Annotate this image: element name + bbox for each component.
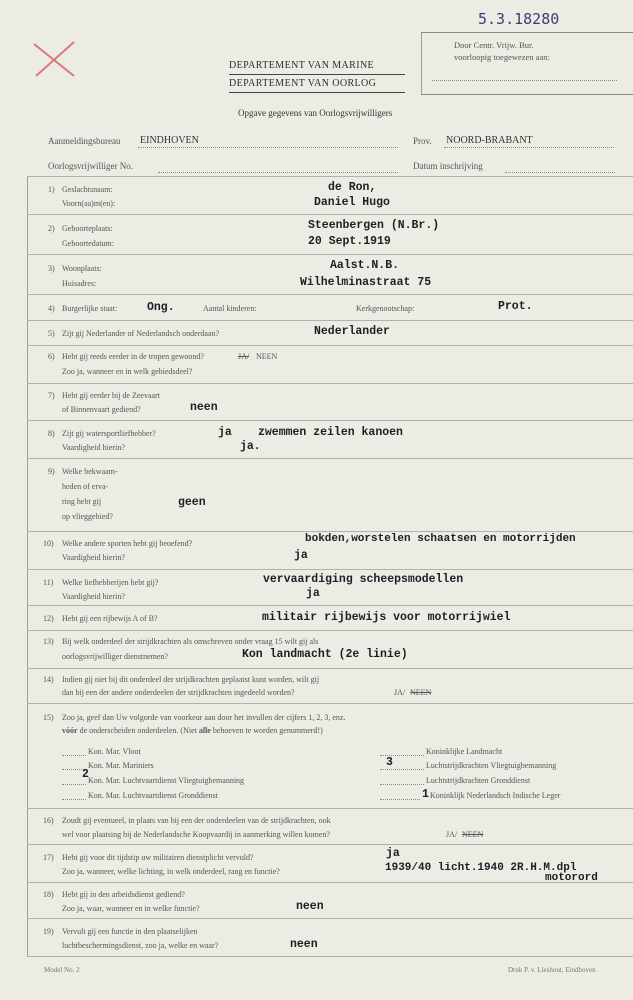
q15-right-2-line bbox=[380, 784, 424, 785]
footer-model-number: Model No. 2 bbox=[44, 966, 80, 974]
q15-alle-emphasis: alle bbox=[198, 726, 211, 735]
q14-label-1: Indien gij niet bij dit onderdeel der strijdkrachten geplaatst kunt worden, wilt gij bbox=[62, 675, 320, 684]
q17-number: 17) bbox=[43, 853, 54, 862]
q15-left-0-line bbox=[62, 755, 86, 756]
separator-14 bbox=[27, 703, 633, 704]
q9-label-2: heden of erva- bbox=[62, 482, 109, 491]
q14-number: 14) bbox=[43, 675, 54, 684]
q15-left-0-label: Kon. Mar. Vloot bbox=[88, 747, 141, 756]
q13-label-2: oorlogsvrijwilliger dienstnemen? bbox=[62, 652, 168, 661]
q15-left-2-label: Kon. Mar. Luchtvaartdienst Vliegtuigbemanning bbox=[88, 776, 245, 785]
q18-number: 18) bbox=[43, 890, 54, 899]
q12-label: Hebt gij een rijbewijs A of B? bbox=[62, 614, 158, 623]
q4-civil-status-value: Ong. bbox=[147, 301, 175, 314]
q14-option-ja: JA/ bbox=[394, 688, 406, 697]
q13-number: 13) bbox=[43, 637, 54, 646]
q3-label-residence: Woonplaats: bbox=[62, 264, 102, 273]
q15-voor-emphasis: vóór bbox=[62, 726, 78, 735]
volunteer-dotted-line bbox=[158, 172, 398, 173]
q8-watersports-value: zwemmen zeilen kanoen bbox=[258, 426, 403, 439]
q10-number: 10) bbox=[43, 539, 54, 548]
q15-right-1-label: Luchtstrijdkrachten Vliegtuigbemanning bbox=[426, 761, 557, 770]
q6-option-ja-struck: JA/ bbox=[238, 352, 250, 361]
q2-label-birthdate: Geboortedatum: bbox=[62, 239, 114, 248]
q1-firstnames-value: Daniel Hugo bbox=[314, 196, 390, 209]
q4-label-children: Aantal kinderen: bbox=[203, 304, 257, 313]
bureau-value: EINDHOVEN bbox=[140, 135, 199, 146]
bureau-dotted-line bbox=[138, 147, 398, 148]
separator-13 bbox=[27, 668, 633, 669]
q17-label-2: Zoo ja, wanneer, welke lichting, in welk onderdeel, rang en functie? bbox=[62, 867, 280, 876]
q8-answer-ja: ja bbox=[218, 426, 232, 439]
q18-label-1: Hebt gij in den arbeidsdienst gediend? bbox=[62, 890, 185, 899]
separator-11 bbox=[27, 605, 633, 606]
dept-marine-title: DEPARTEMENT VAN MARINE bbox=[229, 60, 375, 71]
q3-label-address: Huisadres: bbox=[62, 279, 97, 288]
q2-number: 2) bbox=[48, 224, 55, 233]
form-subtitle: Opgave gegevens van Oorlogsvrijwilligers bbox=[238, 108, 393, 118]
q7-value: neen bbox=[190, 401, 218, 414]
assignment-box-top bbox=[421, 32, 633, 33]
q1-surname-value: de Ron, bbox=[328, 181, 377, 194]
q11-label-2: Vaardigheid hierin? bbox=[62, 592, 125, 601]
q16-label-1: Zoudt gij eventueel, in plaats van bij een der onderdeelen van de strijdkrachten, ook bbox=[62, 816, 331, 825]
q15-right-3-line bbox=[380, 799, 420, 800]
q13-label-1: Bij welk onderdeel der strijdkrachten als omschreven onder vraag 15 wilt gij als bbox=[62, 637, 319, 646]
q10-label-1: Welke andere sporten hebt gij beoefend? bbox=[62, 539, 193, 548]
q11-number: 11) bbox=[43, 578, 54, 587]
q15-right-3-label: Koninklijk Nederlandsch Indische Leger bbox=[430, 791, 561, 800]
q2-birthplace-value: Steenbergen (N.Br.) bbox=[308, 219, 440, 232]
separator-2 bbox=[27, 254, 633, 255]
q15-label-1: Zoo ja, geef dan Uw volgorde van voorkeur aan door het invullen der cijfers 1, 2, 3, enz. bbox=[62, 713, 346, 722]
q17-service-value: 1939/40 licht.1940 2R.H.M.dpl bbox=[385, 862, 577, 874]
q15-right-3-value: 1 bbox=[422, 788, 429, 801]
q16-option-ja: JA/ bbox=[446, 830, 458, 839]
q14-option-neen-struck: NEEN bbox=[410, 688, 432, 697]
q9-label-3: ring hebt gij bbox=[62, 497, 102, 506]
q6-option-neen: NEEN bbox=[256, 352, 278, 361]
q11-label-1: Welke liefhebberijen hebt gij? bbox=[62, 578, 159, 587]
q4-label-church: Kerkgenootschap: bbox=[356, 304, 415, 313]
province-dotted-line bbox=[444, 147, 614, 148]
q10-label-2: Vaardigheid hierin? bbox=[62, 553, 125, 562]
q15-label-2-end: behoeven te worden genummerd!) bbox=[212, 726, 323, 735]
q15-left-2-line bbox=[62, 784, 86, 785]
date-dotted-line bbox=[505, 172, 615, 173]
separator-17 bbox=[27, 882, 633, 883]
q1-label-firstnames: Voorn(aa)m(en): bbox=[62, 199, 116, 208]
q19-number: 19) bbox=[43, 927, 54, 936]
q8-label-2: Vaardigheid hierin? bbox=[62, 443, 125, 452]
q9-label-1: Welke bekwaam- bbox=[62, 467, 118, 476]
volunteer-number-label: Oorlogsvrijwilliger No. bbox=[48, 161, 133, 171]
left-border bbox=[27, 176, 28, 956]
q14-label-2: dan bij een der andere onderdeelen der strijdkrachten ingedeeld worden? bbox=[62, 688, 295, 697]
separator-16 bbox=[27, 844, 633, 845]
q5-value: Nederlander bbox=[314, 325, 390, 338]
separator-9 bbox=[27, 531, 633, 532]
inschrijving-date-label: Datum inschrijving bbox=[413, 161, 483, 171]
footer-printer: Druk P. v. Lieshout, Eindhoven bbox=[508, 966, 596, 974]
q4-church-value: Prot. bbox=[498, 300, 533, 313]
assignment-dotted-line bbox=[432, 80, 617, 81]
title-underline-1 bbox=[229, 74, 405, 75]
q15-label-2-part: de onderscheiden onderdeelen. (Niet bbox=[79, 726, 197, 735]
q15-right-1-value: 3 bbox=[386, 756, 393, 769]
separator-5 bbox=[27, 345, 633, 346]
q7-number: 7) bbox=[48, 391, 55, 400]
q17-function-value: motorord bbox=[545, 872, 598, 884]
q4-label-civil-status: Burgerlijke staat: bbox=[62, 304, 118, 313]
q7-label-2: of Binnenvaart gediend? bbox=[62, 405, 141, 414]
q3-address-value: Wilhelminastraat 75 bbox=[300, 276, 432, 289]
q17-answer-ja: ja bbox=[386, 847, 400, 860]
q12-value: militair rijbewijs voor motorrijwiel bbox=[262, 611, 511, 624]
q8-label-1: Zijt gij watersportliefhebber? bbox=[62, 429, 156, 438]
assignment-box-line1: Door Centr. Vrijw. Bur. bbox=[454, 40, 534, 50]
q15-left-2-value: 2 bbox=[82, 768, 89, 781]
q6-number: 6) bbox=[48, 352, 55, 361]
q7-label-1: Hebt gij eerder bij de Zeevaart bbox=[62, 391, 160, 400]
province-label: Prov. bbox=[413, 136, 432, 146]
q11-skill-value: ja bbox=[306, 587, 320, 600]
q9-label-4: op vlieggebied? bbox=[62, 512, 113, 521]
province-value: NOORD-BRABANT bbox=[446, 135, 533, 146]
q18-value: neen bbox=[296, 900, 324, 913]
q15-left-3-line bbox=[62, 799, 86, 800]
separator-3 bbox=[27, 294, 633, 295]
dept-oorlog-title: DEPARTEMENT VAN OORLOG bbox=[229, 78, 377, 89]
assignment-box-bottom bbox=[421, 94, 633, 95]
separator-4 bbox=[27, 320, 633, 321]
q16-option-neen-struck: NEEN bbox=[462, 830, 484, 839]
q13-value: Kon landmacht (2e linie) bbox=[242, 648, 408, 661]
q2-birthdate-value: 20 Sept.1919 bbox=[308, 235, 391, 248]
q19-value: neen bbox=[290, 938, 318, 951]
q17-label-1: Hebt gij voor dit tijdstip uw militairen dienstplicht vervuld? bbox=[62, 853, 254, 862]
separator-6 bbox=[27, 383, 633, 384]
q15-right-0-label: Koninklijke Landmacht bbox=[426, 747, 503, 756]
separator-8 bbox=[27, 458, 633, 459]
q5-label: Zijt gij Nederlander of Nederlandsch onderdaan? bbox=[62, 329, 220, 338]
q15-number: 15) bbox=[43, 713, 54, 722]
assignment-box-line2: voorloopig toegewezen aan: bbox=[454, 52, 550, 62]
q12-number: 12) bbox=[43, 614, 54, 623]
q11-hobby-value: vervaardiging scheepsmodellen bbox=[263, 573, 464, 586]
separator-19 bbox=[27, 956, 633, 957]
q15-right-2-label: Luchtstrijdkrachten Gronddienst bbox=[426, 776, 531, 785]
q4-number: 4) bbox=[48, 304, 55, 313]
separator-15 bbox=[27, 808, 633, 809]
q1-number: 1) bbox=[48, 185, 55, 194]
q16-number: 16) bbox=[43, 816, 54, 825]
bureau-label: Aanmeldingsbureau bbox=[48, 136, 121, 146]
q3-number: 3) bbox=[48, 264, 55, 273]
assignment-box-left bbox=[421, 32, 422, 94]
q15-label-2 bbox=[62, 726, 323, 735]
title-underline-2 bbox=[229, 92, 405, 93]
q19-label-1: Vervult gij een functie in den plaatselijken bbox=[62, 927, 198, 936]
handwritten-archive-number: 5.3.18280 bbox=[478, 10, 560, 28]
q10-sports-value: bokden,worstelen schaatsen en motorrijden bbox=[305, 533, 576, 545]
q2-label-birthplace: Geboorteplaats: bbox=[62, 224, 113, 233]
q6-label-1: Hebt gij reeds eerder in de tropen gewoond? bbox=[62, 352, 204, 361]
separator-12 bbox=[27, 630, 633, 631]
q18-label-2: Zoo ja, waar, wanneer en in welke functie? bbox=[62, 904, 200, 913]
q9-value: geen bbox=[178, 496, 206, 509]
q8-skill-value: ja. bbox=[240, 440, 261, 453]
q6-label-2: Zoo ja, wanneer en in welk gebiedsdeel? bbox=[62, 367, 193, 376]
red-x-mark bbox=[30, 40, 80, 80]
q16-label-2: wel voor plaatsing bij de Nederlandsche Koopvaardij in aanmerking willen komen? bbox=[62, 830, 330, 839]
separator-18 bbox=[27, 918, 633, 919]
q19-label-2: luchtbeschermingsdienst, zoo ja, welke en waar? bbox=[62, 941, 219, 950]
q15-left-1-label: Kon. Mar. Mariniers bbox=[88, 761, 154, 770]
q15-right-1-line bbox=[380, 769, 424, 770]
separator-7 bbox=[27, 420, 633, 421]
separator-10 bbox=[27, 569, 633, 570]
q3-residence-value: Aalst.N.B. bbox=[330, 259, 400, 272]
q10-skill-value: ja bbox=[294, 549, 308, 562]
q8-number: 8) bbox=[48, 429, 55, 438]
separator-0 bbox=[27, 176, 633, 177]
q1-label-surname: Geslachtsnaam: bbox=[62, 185, 113, 194]
q5-number: 5) bbox=[48, 329, 55, 338]
separator-1 bbox=[27, 214, 633, 215]
q9-number: 9) bbox=[48, 467, 55, 476]
q15-left-3-label: Kon. Mar. Luchtvaartdienst Gronddienst bbox=[88, 791, 218, 800]
